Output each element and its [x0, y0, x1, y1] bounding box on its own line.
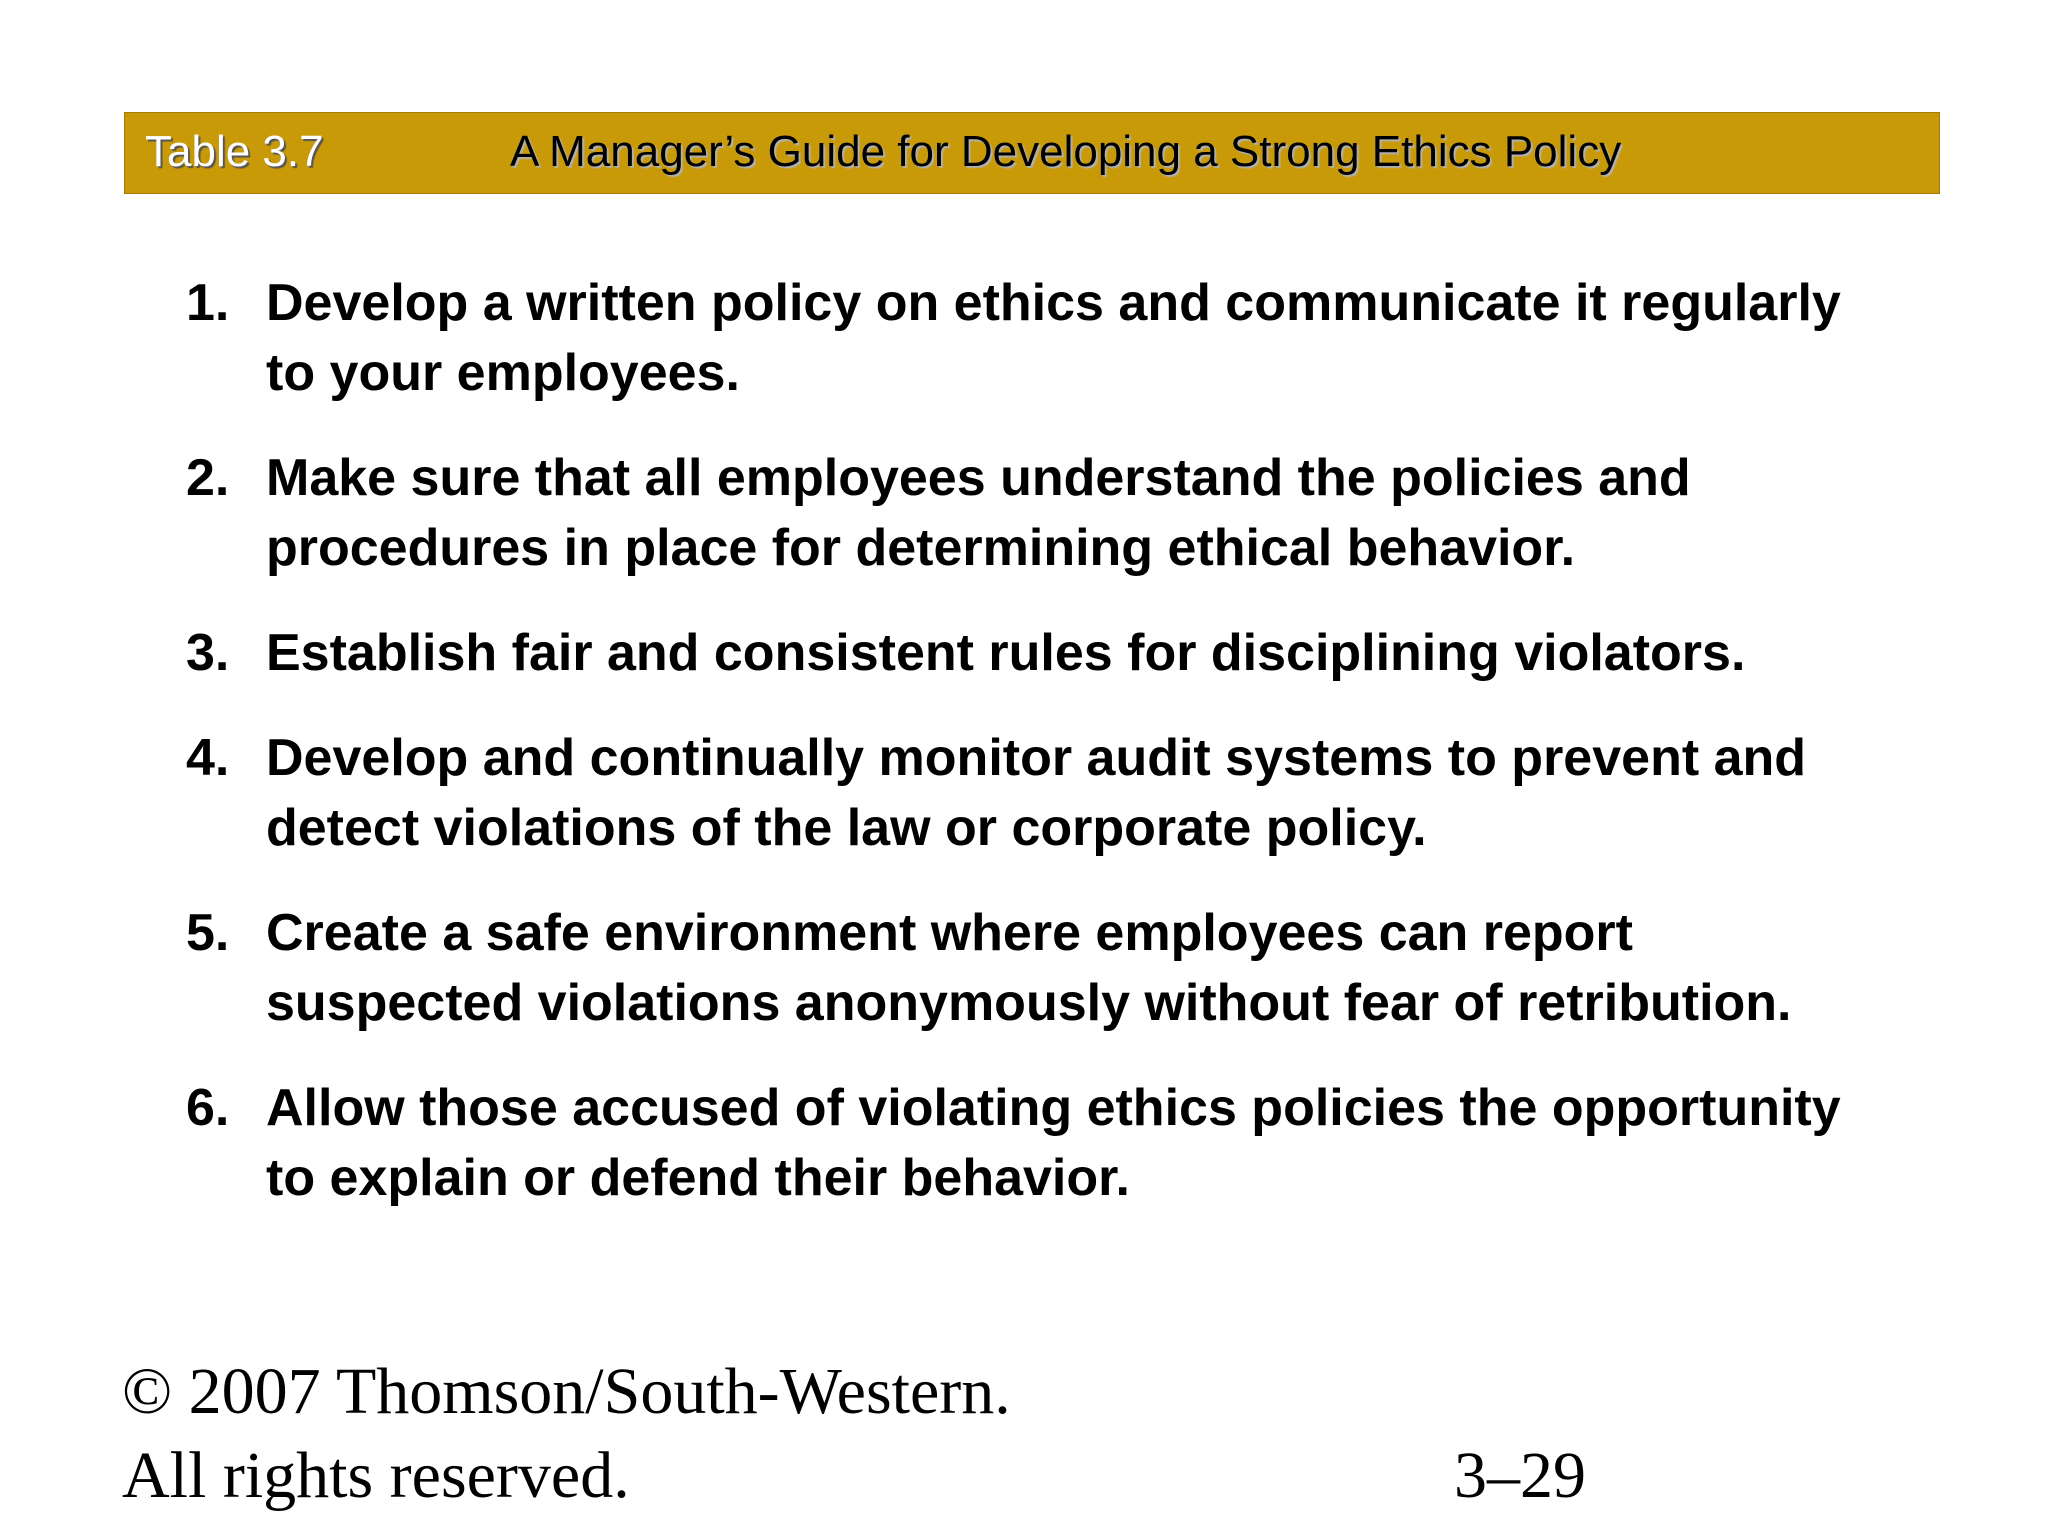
guideline-list	[180, 268, 1880, 1248]
copyright-notice: © 2007 Thomson/South-Western. All rights reserved.	[122, 1355, 1011, 1512]
item-text: Establish fair and consistent rules for disciplining violators.	[266, 624, 1746, 682]
list-item	[180, 723, 1880, 863]
item-text: Make sure that all employees understand the policies and procedures in place for determining ethical behavior.	[266, 449, 1691, 577]
item-text: Allow those accused of violating ethics policies the opportunity to explain or defend their behavior.	[266, 1079, 1841, 1207]
list-item	[180, 618, 1880, 688]
item-text: Develop and continually monitor audit systems to prevent and detect violations of the law or corporate policy.	[266, 729, 1807, 857]
item-text: Create a safe environment where employees can report suspected violations anonymously without fear of retribution.	[266, 904, 1792, 1032]
item-number: 1.	[186, 274, 230, 332]
list-item	[180, 1073, 1880, 1213]
list-item	[180, 898, 1880, 1038]
list-item	[180, 268, 1880, 408]
table-label: Table 3.7	[145, 127, 324, 176]
item-number: 5.	[186, 904, 230, 962]
title-bar	[124, 112, 1940, 194]
item-number: 6.	[186, 1079, 230, 1137]
item-number: 4.	[186, 729, 230, 787]
item-text: Develop a written policy on ethics and communicate it regularly to your employees.	[266, 274, 1841, 402]
item-number: 2.	[186, 449, 230, 507]
list-item	[180, 443, 1880, 583]
item-number: 3.	[186, 624, 230, 682]
page-number: 3–29	[1454, 1439, 1586, 1512]
slide-title: A Manager’s Guide for Developing a Strong Ethics Policy	[510, 127, 1622, 176]
